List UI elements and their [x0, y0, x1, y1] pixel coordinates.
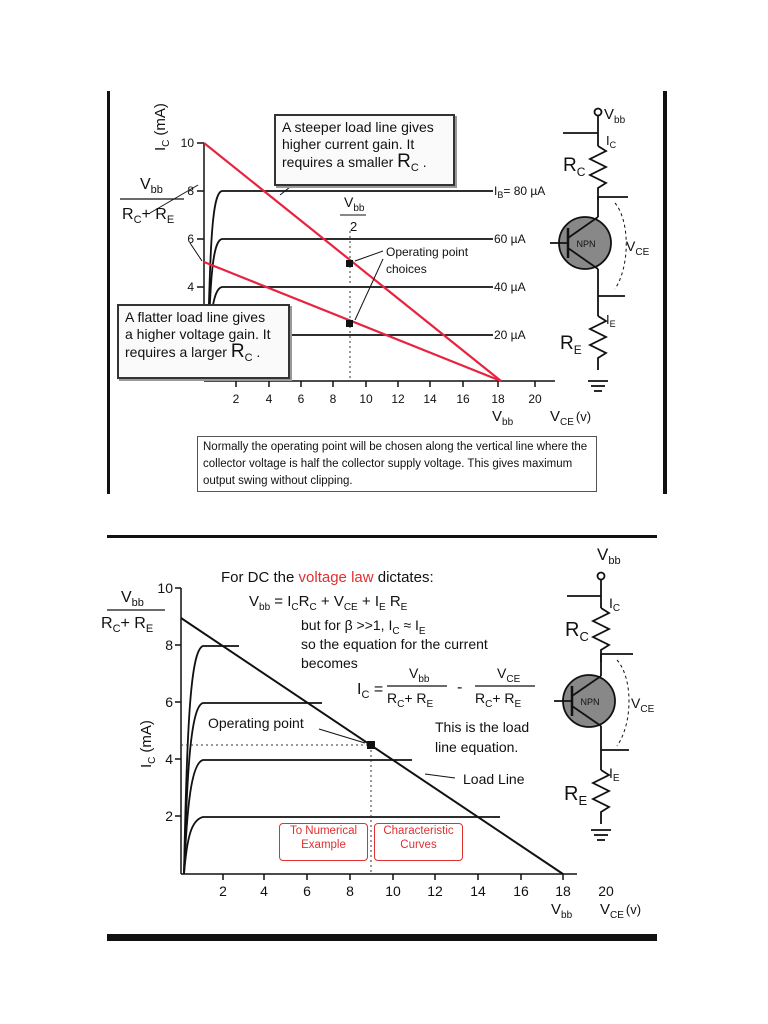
svg-text:Vbb: $V_{bb}$ — [344, 194, 365, 214]
beta-approx-text: but for β >>1, $I_C \approx I_E$ — [301, 617, 426, 637]
x-tick: 8 — [329, 392, 337, 406]
svg-text:VCE: $V_{CE}$ — [631, 695, 655, 715]
x-tick: 14 — [470, 883, 486, 899]
load-line-equation-panel — [101, 535, 657, 941]
panel1-x-vbb-label: $V_{bb}$ — [492, 408, 514, 428]
svg-text:Vbb: $V_{bb}$ — [140, 176, 163, 196]
y-tick: 2 — [165, 808, 173, 824]
y-tick: 6 — [187, 232, 194, 246]
svg-text:RC+ RE: $R_C+ R_E$ — [475, 690, 522, 710]
characteristic-curves-button[interactable]: Characteristic Curves — [374, 823, 463, 861]
x-tick: 20 — [528, 392, 542, 406]
svg-text:RC+ RE: $R_C+ R_E$ — [101, 615, 154, 635]
load-line-equation-caption — [435, 719, 529, 755]
svg-text:RC+ RE: $R_C+ R_E$ — [122, 206, 175, 226]
y-tick: 4 — [165, 751, 173, 767]
y-tick: 8 — [165, 637, 173, 653]
x-tick: 8 — [346, 883, 354, 899]
x-tick: 2 — [232, 392, 240, 406]
panel1-operating-point-label — [386, 245, 469, 276]
svg-text:VCE: $V_{CE}$ — [626, 238, 650, 258]
panel2-operating-point — [367, 741, 375, 749]
x-tick: 10 — [385, 883, 401, 899]
svg-text:RC: $R_C$ — [565, 619, 589, 644]
y-tick: 10 — [180, 136, 194, 150]
load-line-label: Load Line — [463, 771, 525, 787]
voltage-law-intro: For DC the voltage law dictates: — [221, 569, 434, 586]
curve-label-20: 20 µA — [494, 328, 526, 342]
panel2-x-ticks — [219, 883, 614, 899]
load-line-choices-panel — [107, 91, 667, 494]
panel1-vbb-fraction — [120, 176, 184, 226]
x-tick: 16 — [513, 883, 529, 899]
panel2-ic-axis-label: $I_C(mA)$ — [138, 720, 158, 768]
svg-text:RE: $R_E$ — [560, 333, 582, 357]
svg-text:line equation.: line equation. — [435, 739, 519, 755]
steeper-load-line-callout: A steeper load line gives higher current gain. It requires a smaller $R_C$ . — [274, 114, 455, 186]
x-tick: 4 — [265, 392, 273, 406]
panel2-operating-point-label: Operating point — [208, 715, 304, 731]
svg-text:RC: $R_C$ — [563, 155, 586, 179]
svg-text:Operating point: Operating point — [386, 245, 469, 259]
x-tick: 16 — [456, 392, 470, 406]
so-equation-text: so the equation for the current — [301, 636, 488, 652]
x-tick: 14 — [423, 392, 437, 406]
panel2-circuit-labels — [564, 545, 655, 808]
y-tick: 4 — [187, 280, 194, 294]
svg-text:Vbb: $V_{bb}$ — [121, 589, 144, 609]
x-tick: 2 — [219, 883, 227, 899]
y-tick: 6 — [165, 694, 173, 710]
panel1-half-vbb-fraction — [340, 194, 366, 234]
svg-text:IE: $I_E$ — [609, 765, 620, 784]
svg-text:IC: $I_C$ — [609, 595, 621, 614]
svg-text:NPN: NPN — [580, 697, 600, 707]
svg-text:NPN: NPN — [576, 239, 596, 249]
svg-text:RE: $R_E$ — [564, 783, 588, 808]
load-line-equation — [357, 665, 535, 710]
operating-point-upper — [346, 260, 353, 267]
svg-text:IC =: $I_C$ = — [357, 681, 384, 701]
svg-text:IE: $I_E$ — [606, 312, 616, 329]
svg-text:Vbb: $V_{bb}$ — [597, 545, 621, 567]
panel1-x-vce-label: $V_{CE}$ (v) — [550, 408, 592, 428]
operating-point-note: Normally the operating point will be chosen along the vertical line where the collector voltage is half the collector supply voltage. This gives maximum output swing without clipping. — [197, 436, 597, 492]
x-tick: 6 — [297, 392, 305, 406]
x-tick: 4 — [260, 883, 268, 899]
becomes-text: becomes — [301, 655, 358, 671]
panel2-x-vce-label: $V_{CE}$ (v) — [600, 901, 642, 921]
svg-text:IC: $I_C$ — [606, 133, 617, 150]
x-tick: 18 — [491, 392, 505, 406]
panel1-ic-axis-label: $I_C(mA)$ — [152, 103, 172, 151]
x-tick: 10 — [359, 392, 373, 406]
y-tick: 10 — [157, 580, 173, 596]
curve-label-80: $I_B= 80$ µA — [494, 184, 546, 200]
svg-text:-: - — [457, 679, 463, 696]
x-tick: 12 — [427, 883, 443, 899]
voltage-law-equation: $V_{bb} = I_CR_C + V_{CE} + I_E$ $R_E$ — [249, 593, 408, 613]
svg-text:VCE: $V_{CE}$ — [497, 665, 521, 685]
svg-text:Vbb: $V_{bb}$ — [409, 665, 430, 685]
x-tick: 6 — [303, 883, 311, 899]
to-numerical-example-button[interactable]: To Numerical Example — [279, 823, 368, 861]
panel2-y-ticks — [157, 580, 173, 824]
panel2-drawing — [101, 538, 657, 934]
curve-label-60: 60 µA — [494, 232, 526, 246]
flatter-load-line-callout: A flatter load line gives a higher voltage gain. It requires a larger $R_C$ . — [117, 304, 290, 379]
x-tick: 20 — [598, 883, 614, 899]
x-tick: 12 — [391, 392, 405, 406]
y-tick: 8 — [187, 184, 194, 198]
svg-text:RC+ RE: $R_C+ R_E$ — [387, 690, 434, 710]
panel1-curve-labels — [494, 184, 545, 342]
x-tick: 18 — [555, 883, 571, 899]
panel1-x-ticks — [233, 392, 542, 406]
curve-label-40: 40 µA — [494, 280, 526, 294]
svg-text:2: 2 — [350, 219, 358, 234]
svg-text:Vbb: $V_{bb}$ — [604, 106, 626, 126]
panel2-vbb-fraction — [101, 589, 165, 635]
panel2-x-vbb-label: $V_{bb}$ — [551, 901, 573, 921]
operating-point-lower — [346, 320, 353, 327]
svg-text:choices: choices — [386, 262, 427, 276]
svg-text:This is the load: This is the load — [435, 719, 530, 735]
panel1-y-ticks — [181, 136, 195, 294]
